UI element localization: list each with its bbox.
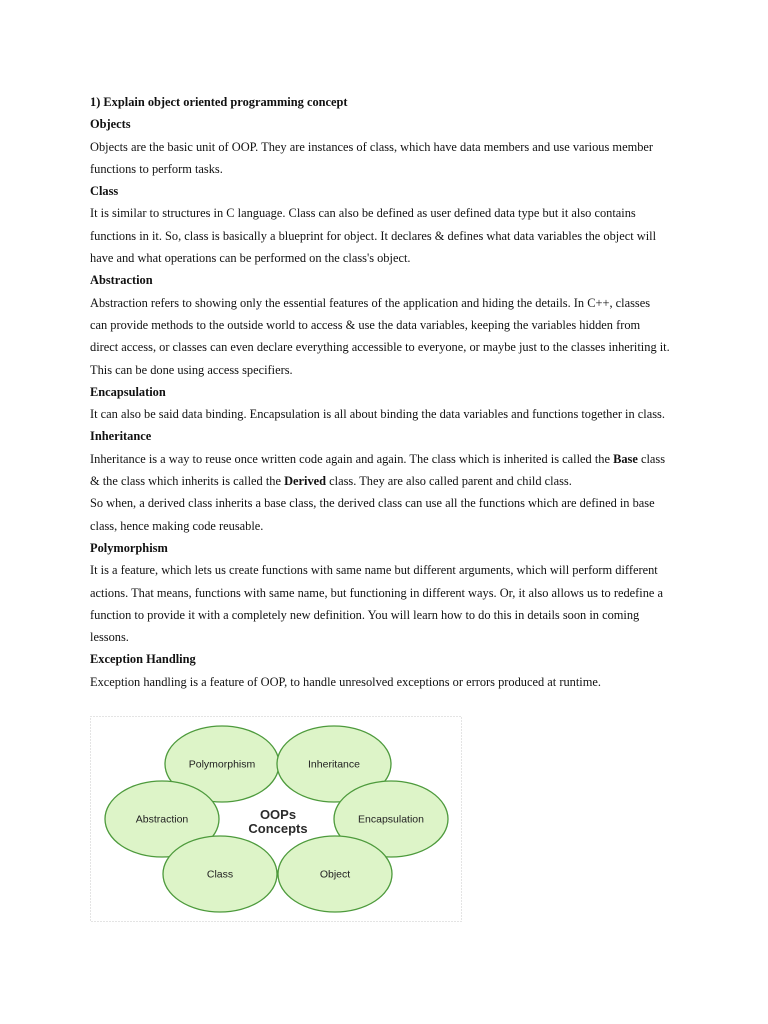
body-line: functions in it. So, class is basically a blueprint for object. It declares & defines what data variables the object will <box>90 228 657 243</box>
concept-label-inheritance: Inheritance <box>308 758 360 771</box>
oops-diagram-svg <box>90 716 462 922</box>
sections-container <box>90 113 690 693</box>
section-heading: Abstraction <box>90 273 153 288</box>
body-line <box>90 470 690 492</box>
body-line: Abstraction refers to showing only the essential features of the application and hiding the details. In C++, classes <box>90 295 651 310</box>
section-heading: Objects <box>90 117 131 132</box>
body-line: Exception handling is a feature of OOP, to handle unresolved exceptions or errors produced at runtime. <box>90 674 601 689</box>
concept-label-class: Class <box>206 868 234 881</box>
oops-concepts-diagram <box>90 716 462 922</box>
concept-label-object: Object <box>319 868 351 881</box>
body-line: direct access, or classes can even declare everything accessible to everyone, or maybe just to the classes inheriting it. <box>90 340 670 355</box>
section-heading: Polymorphism <box>90 540 168 555</box>
concept-label-encapsulation: Encapsulation <box>358 813 424 826</box>
body-line: actions. That means, functions with same name, but functioning in different ways. Or, it also allows us to redefine a <box>90 585 664 600</box>
section-heading: Inheritance <box>90 429 152 444</box>
body-line <box>90 448 690 470</box>
diagram-center-label: OOPs <box>259 807 297 822</box>
document-title: 1) Explain object oriented programming concept <box>90 95 348 109</box>
body-line: Objects are the basic unit of OOP. They are instances of class, which have data members and use various member <box>90 139 654 154</box>
line-segment: class. They are also called parent and child class. <box>326 474 572 489</box>
body-line: functions to perform tasks. <box>90 161 223 176</box>
body-line: It can also be said data binding. Encapsulation is all about binding the data variables and functions together in class. <box>90 407 665 422</box>
body-line: have and what operations can be performed on the class's object. <box>90 251 411 266</box>
body-line: It is a feature, which lets us create functions with same name but different arguments, which will perform different <box>90 563 658 578</box>
line-segment: & the class which inherits is called the <box>90 474 285 489</box>
concept-label-abstraction: Abstraction <box>135 813 189 826</box>
body-line: can provide methods to the outside world to access & use the data variables, keeping the variables hidden from <box>90 317 641 332</box>
body-line: lessons. <box>90 630 129 645</box>
body-line: class, hence making code reusable. <box>90 518 264 533</box>
body-line: So when, a derived class inherits a base class, the derived class can use all the functions which are defined in base <box>90 496 655 511</box>
document-body <box>90 91 690 693</box>
section-heading: Encapsulation <box>90 384 166 399</box>
body-line: function to provide it with a completely new definition. You will learn how to do this in details soon in coming <box>90 607 640 622</box>
section-heading: Exception Handling <box>90 652 196 667</box>
bold-term: Base <box>613 451 638 466</box>
section-heading: Class <box>90 184 119 199</box>
body-line: It is similar to structures in C language. Class can also be defined as user defined data type but it also contains <box>90 206 636 221</box>
concept-label-polymorphism: Polymorphism <box>188 758 256 771</box>
body-line: This can be done using access specifiers. <box>90 362 293 377</box>
bold-term: Derived <box>284 474 327 489</box>
line-segment: Inheritance is a way to reuse once written code again and again. The class which is inherited is called the <box>90 451 614 466</box>
diagram-center-label: Concepts <box>248 821 308 836</box>
line-segment: class <box>637 451 666 466</box>
